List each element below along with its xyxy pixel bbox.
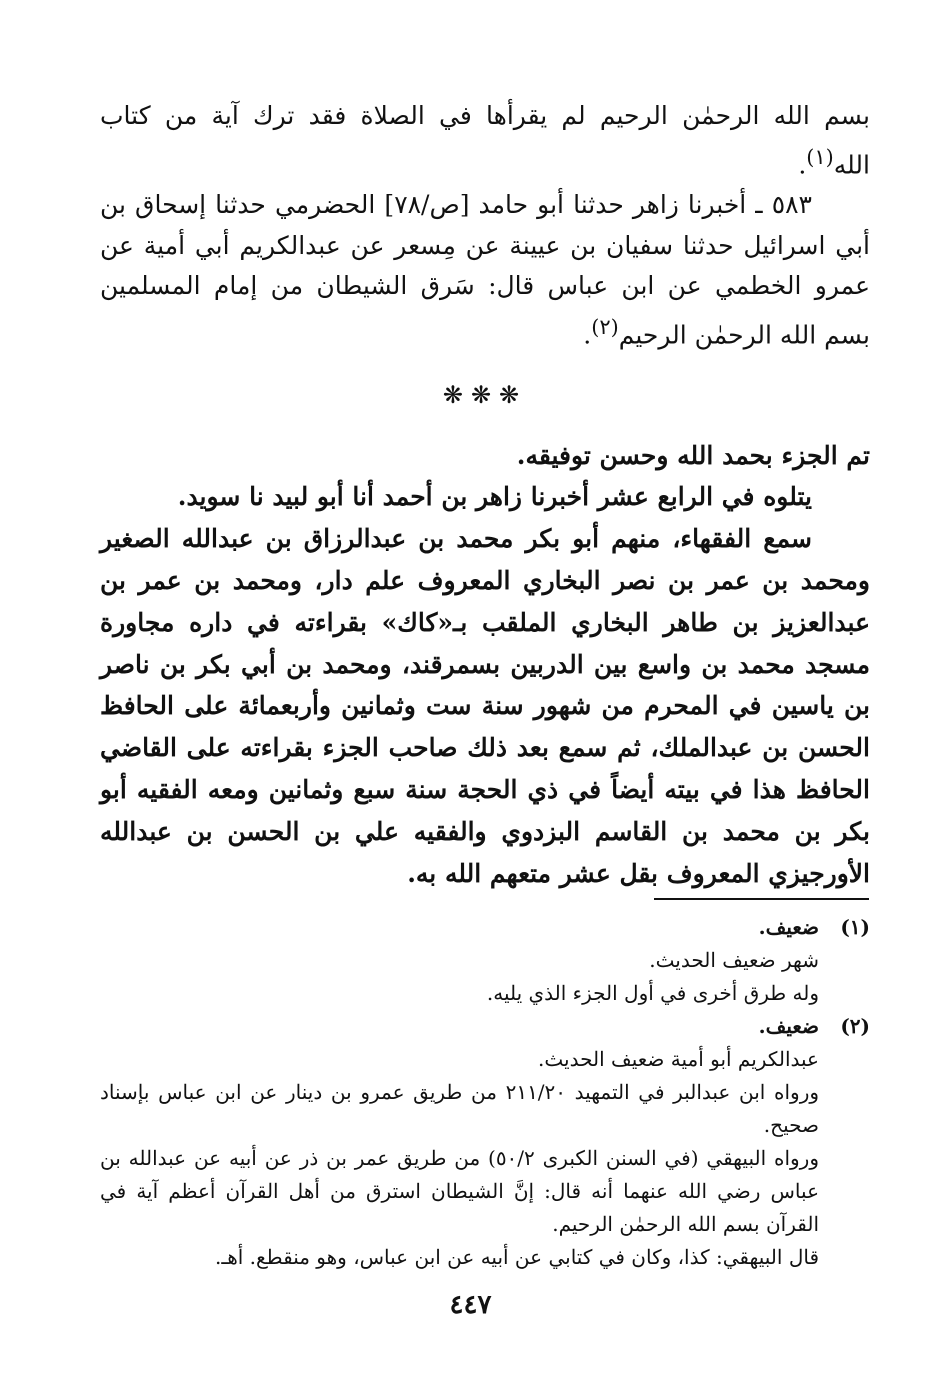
section-divider-stars: ❋❋❋ [442,380,528,409]
footnote-ref-1: (١) [806,144,834,169]
footnote-1-heading [100,911,870,944]
footnote-1-line-2: وله طرق أخرى في أول الجزء الذي يليه. [486,981,819,1005]
footnote-2-line-3: ورواه البيهقي (في السنن الكبرى ٥٠/٢) من طريق عمر بن ذر عن أبيه عن عبدالله بن عباس رضي الله عنهما أنه قال: إنَّ الشيطان استرق من أهل القرآن أعظم آية في القرآن بسم الله الرحمٰن الرحيم. [100,1146,819,1236]
paragraph-2-text: ٥٨٣ ـ أخبرنا زاهر حدثنا أبو حامد [ص/٧٨] الحضرمي حدثنا إسحاق بن أبي اسرائيل حدثنا سفيان بن عيينة عن مِسعر عن عبدالكريم أبي أمية عن عمرو الخطمي عن ابن عباس قال: سَرق الشيطان من إمام المسلمين بسم الله الرحمٰن الرحيم [100,190,870,350]
footnote-1-number: (١) [840,915,870,939]
paragraph-2 [100,185,870,355]
paragraph-1-text: بسم الله الرحمٰن الرحيم لم يقرأها في الصلاة فقد ترك آية من كتاب الله [100,101,870,179]
footnote-2-heading [100,1010,870,1043]
footnote-separator [654,898,869,900]
footnote-1-title: ضعيف. [758,915,819,939]
closing-line-1: تم الجزء بحمد الله وحسن توفيقه. [516,440,870,470]
footnote-1-line-1: شهر ضعيف الحديث. [649,948,819,972]
footnote-2-line-4: قال البيهقي: كذا، وكان في كتابي عن أبيه عن ابن عباس، وهو منقطع. أهـ. [214,1245,819,1269]
footnote-2-title: ضعيف. [758,1014,819,1038]
paragraph-1 [100,96,870,185]
page-number: ٤٤٧ [449,1290,492,1320]
closing-line-2: يتلوه في الرابع عشر أخبرنا زاهر بن أحمد أنا أبو لبيد نا سويد. [177,482,812,512]
paragraph-1-end: . [798,149,807,179]
paragraph-2-end: . [583,320,592,350]
closing-paragraph-samaa: سمع الفقهاء، منهم أبو بكر محمد بن عبدالرزاق بن عبدالله الصغير ومحمد بن عمر بن نصر البخاري المعروف علم دار، ومحمد بن عمر بن عبدالعزيز بن طاهر البخاري الملقب بـ«كاك» بقراءته في داره مجاورة مسجد محمد بن واسع بين الدربين بسمرقند، ومحمد بن أبي بكر بن ناصر بن ياسين في المحرم من شهور سنة ست وثمانين وأربعمائة على الحافظ الحسن بن عبدالملك، ثم سمع بعد ذلك صاحب الجزء بقراءته على القاضي الحافظ هذا في بيته أيضاً في ذي الحجة سنة سبع وثمانين ومعه الفقيه أبو بكر بن محمد بن القاسم البزدوي والفقيه علي بن الحسن بن عبدالله الأورجيزي المعروف بقل عشر متعهم الله به. [100,524,870,888]
footnote-ref-2: (٢) [591,314,619,339]
footnote-2-line-2: ورواه ابن عبدالبر في التمهيد ٢١١/٢٠ من طريق عمرو بن دينار عن ابن عباس بإسناد صحيح. [100,1080,820,1137]
footnote-2-line-1: عبدالكريم أبو أمية ضعيف الحديث. [538,1047,819,1071]
main-text [100,96,870,894]
footnotes [100,911,870,1274]
footnote-2-number: (٢) [840,1014,870,1038]
